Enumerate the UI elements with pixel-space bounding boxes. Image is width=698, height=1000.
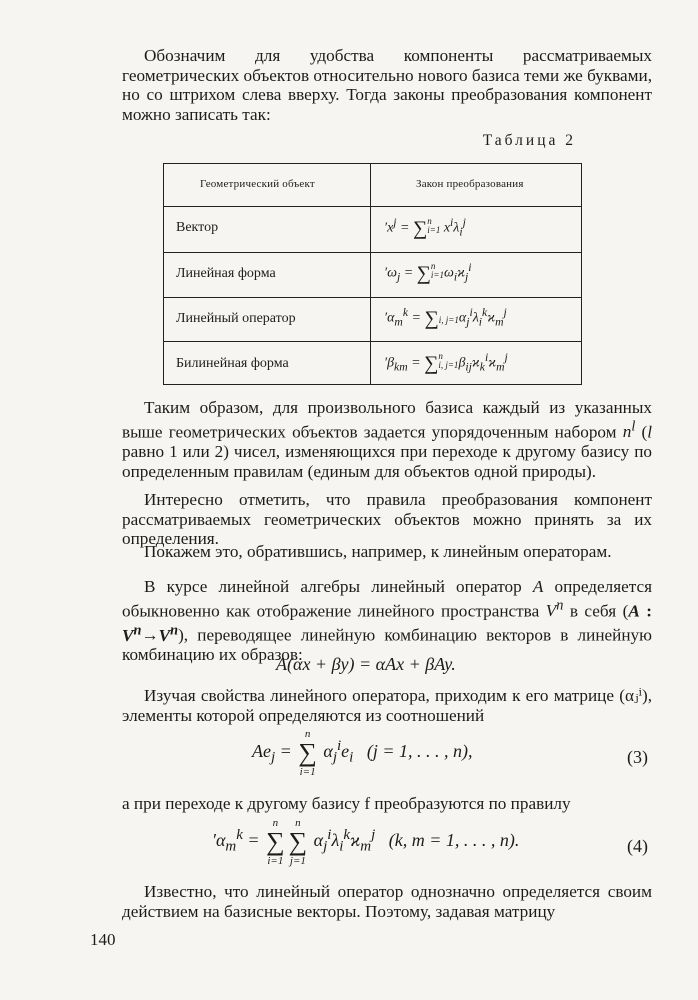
table-row-name: Билинейная форма xyxy=(176,356,289,371)
formula-bilinear-form: $'\beta_{km}$ = ∑ n i, j=1 $\beta_{ij}ϰ_k^iϰ_m^j$ xyxy=(384,350,508,375)
formula-vector: $'x^j$ = ∑ n i=1 $x^i\lambda_i^j$ xyxy=(384,215,466,240)
table-row-name: Вектор xyxy=(176,220,219,235)
equation-number-4: (4) xyxy=(627,836,648,856)
formula-linear-form: $'\omega_j$ = ∑ n i=1 $\omega_iϰ_j^i$ xyxy=(384,260,472,285)
paragraph-transform-rule: а при переходе к другому базису f преобразуются по правилу xyxy=(122,794,571,813)
table-caption: Таблица 2 xyxy=(482,132,576,149)
table-row-divider xyxy=(164,297,581,298)
formula-eq4: $'\alpha_m^k$ = n ∑ i=1 n ∑ j=1 $\alpha_j^i\lambda_i^kϰ_m^j$ (k, m = 1, . . . , n). xyxy=(212,817,520,867)
table-row-divider xyxy=(164,341,581,342)
paragraph-basis-vectors: Известно, что линейный оператор однозначно определяется своим действием на базисные векторы. Поэтому, задавая матрицу xyxy=(122,882,652,921)
table-row-name: Линейный оператор xyxy=(176,311,296,326)
paragraph-intro: Обозначим для удобства компоненты рассматриваемых геометрических объектов относительно нового базиса теми же буквами, но со штрихом слева вверху. Тогда законы преобразования компонент можно записать так: xyxy=(122,46,652,124)
table-column-divider xyxy=(370,164,371,384)
paragraph-operator-matrix: Изучая свойства линейного оператора, приходим к его матрице (αⱼⁱ), элементы которой определяются из соотношений xyxy=(122,686,652,725)
transformation-table xyxy=(163,163,582,385)
table-header-object: Геометрический объект xyxy=(200,178,315,190)
table-header-law: Закон преобразования xyxy=(416,178,524,190)
formula-linear-combination: A(αx + βy) = αAx + βAy. xyxy=(276,654,456,674)
paragraph-linear-operators: Покажем это, обратившись, например, к линейным операторам. xyxy=(144,542,612,561)
paragraph-definition-note: Интересно отметить, что правила преобразования компонент рассматриваемых геометрических объектов можно принять за их определения. xyxy=(122,490,652,549)
equation-number-3: (3) xyxy=(627,747,648,767)
table-row-divider xyxy=(164,252,581,253)
table-row-name: Линейная форма xyxy=(176,266,276,281)
page-number: 140 xyxy=(90,930,116,949)
paragraph-ordered-set: Таким образом, для произвольного базиса каждый из указанных выше геометрических объектов задается упорядоченным набором $n^l$ (l равно 1 или 2) чисел, изменяющихся при переходе к другому базису по определенным правилам (единым для объектов одной природы). xyxy=(122,398,652,481)
formula-linear-operator: $'\alpha_m^k$ = ∑ i, j=1 $\alpha_j^i\lambda_i^kϰ_m^j$ xyxy=(384,306,507,330)
paragraph-linear-algebra: В курсе линейной алгебры линейный оператор A определяется обыкновенно как отображение линейного пространства $V^n$ в себя (A : $V^n\to V^n$), переводящее линейную комбинацию векторов в линейную комбинацию их образов: xyxy=(122,577,653,665)
formula-eq3: $Ae_j$ = n ∑ i=1 $\alpha_j^ie_i$ (j = 1, . . . , n), xyxy=(252,728,473,778)
table-header-divider xyxy=(164,206,581,207)
